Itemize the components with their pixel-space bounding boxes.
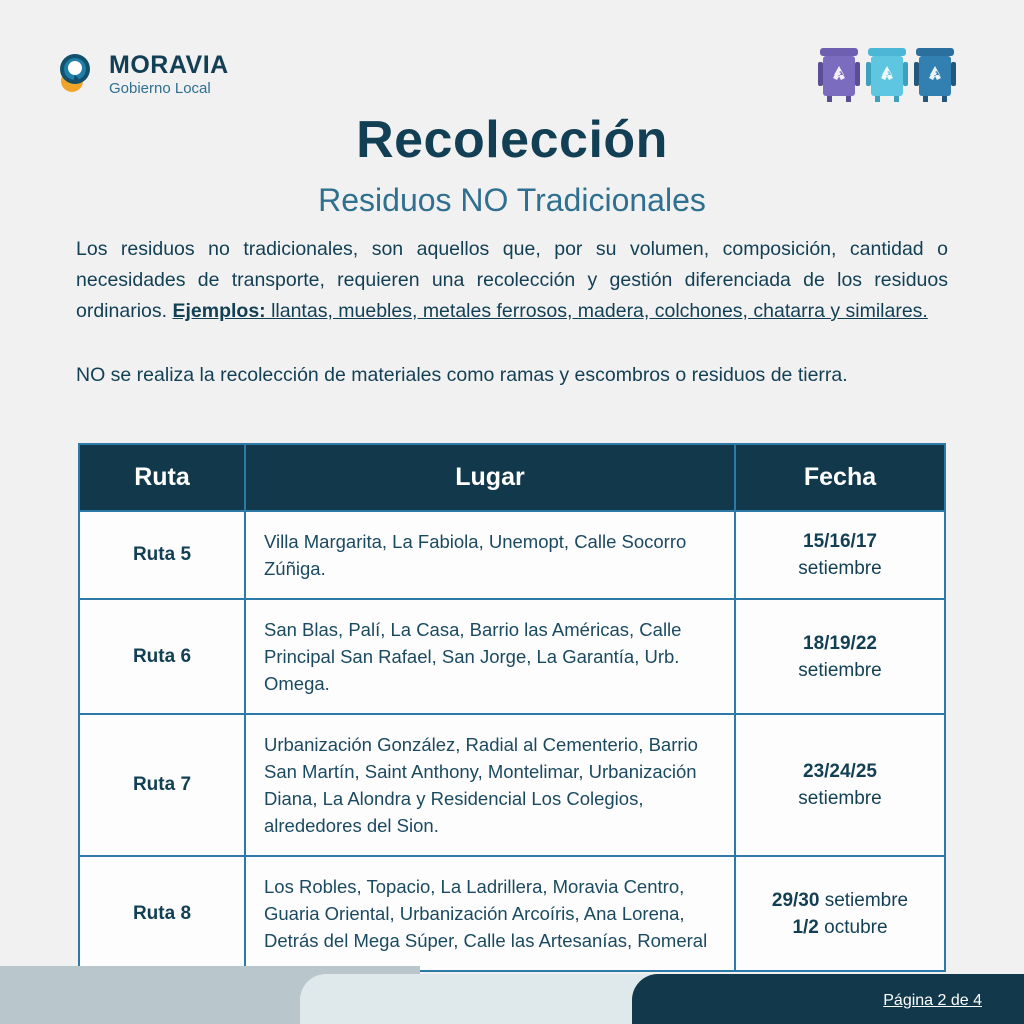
page-number-label: Página 2 de 4 bbox=[883, 992, 982, 1009]
page-title: Recolección bbox=[356, 111, 668, 169]
cell-fecha-month-2: octubre bbox=[824, 916, 888, 938]
brand-text bbox=[109, 50, 229, 97]
cell-fecha-days: 23/24/25 bbox=[803, 761, 877, 782]
table-row bbox=[80, 714, 944, 856]
footer bbox=[0, 962, 1024, 1024]
brand-logo bbox=[55, 52, 229, 96]
footer-bar-middle bbox=[300, 974, 680, 1024]
cell-fecha bbox=[735, 714, 944, 856]
column-header-fecha: Fecha bbox=[735, 445, 944, 511]
cell-fecha bbox=[735, 856, 944, 970]
intro-examples-list: llantas, muebles, metales ferrosos, madera, colchones, chatarra y similares. bbox=[265, 300, 928, 322]
table-header-row bbox=[80, 445, 944, 511]
cell-fecha-days: 18/19/22 bbox=[803, 632, 877, 654]
cell-fecha-days: 29/30 bbox=[771, 889, 820, 911]
intro-text-main: Los residuos no tradicionales, son aquellos que, por su volumen, composición, cantidad o necesidades de transporte, requieren una recolección y gestión diferenciada de los residuos ordinarios. bbox=[76, 238, 948, 322]
table-row bbox=[80, 511, 944, 599]
brand-name: MORAVIA bbox=[109, 50, 229, 79]
cell-lugar: Villa Margarita, La Fabiola, Unemopt, Calle Socorro Zúñiga. bbox=[245, 511, 735, 599]
cell-fecha-days: 15/16/17 bbox=[803, 531, 877, 552]
cell-fecha-month: setiembre bbox=[798, 659, 882, 681]
intro-paragraph-2 bbox=[76, 360, 951, 391]
brand-tagline: Gobierno Local bbox=[109, 79, 211, 97]
intro-no-label: NO bbox=[76, 364, 106, 386]
intro-excluded-materials: ramas y escombros o residuos de tierra. bbox=[494, 364, 848, 386]
column-header-ruta: Ruta bbox=[80, 445, 245, 511]
intro-paragraph-1 bbox=[76, 234, 948, 327]
cell-ruta: Ruta 6 bbox=[80, 599, 245, 714]
cell-fecha bbox=[735, 599, 944, 714]
table-row bbox=[80, 856, 944, 970]
recycling-bins-icon bbox=[816, 42, 966, 104]
intro-examples-label: Ejemplos: bbox=[172, 300, 266, 322]
cell-fecha bbox=[735, 511, 944, 599]
intro-no-text: se realiza la recolección de materiales como bbox=[105, 364, 495, 386]
cell-fecha-month: setiembre bbox=[798, 788, 882, 809]
cell-ruta: Ruta 8 bbox=[80, 856, 245, 970]
table-row bbox=[80, 599, 944, 714]
moravia-logo-icon bbox=[55, 52, 99, 96]
cell-lugar: Urbanización González, Radial al Cementerio, Barrio San Martín, Saint Anthony, Montelimar, Urbanización Diana, La Alondra y Residencial Los Colegios, alrededores del Sion. bbox=[245, 714, 735, 856]
column-header-lugar: Lugar bbox=[245, 445, 735, 511]
cell-ruta: Ruta 5 bbox=[80, 511, 245, 599]
cell-fecha-month: setiembre bbox=[824, 889, 909, 911]
cell-lugar: Los Robles, Topacio, La Ladrillera, Moravia Centro, Guaria Oriental, Urbanización Arcoíris, Ana Lorena, Detrás del Mega Súper, Calle las Artesanías, Romeral bbox=[245, 856, 735, 970]
cell-fecha-days-2: 1/2 bbox=[792, 916, 819, 938]
cell-fecha-month: setiembre bbox=[798, 558, 882, 579]
page-subtitle: Residuos NO Tradicionales bbox=[318, 182, 706, 218]
cell-lugar: San Blas, Palí, La Casa, Barrio las Américas, Calle Principal San Rafael, San Jorge, La Garantía, Urb. Omega. bbox=[245, 599, 735, 714]
cell-ruta: Ruta 7 bbox=[80, 714, 245, 856]
routes-table bbox=[78, 443, 946, 972]
